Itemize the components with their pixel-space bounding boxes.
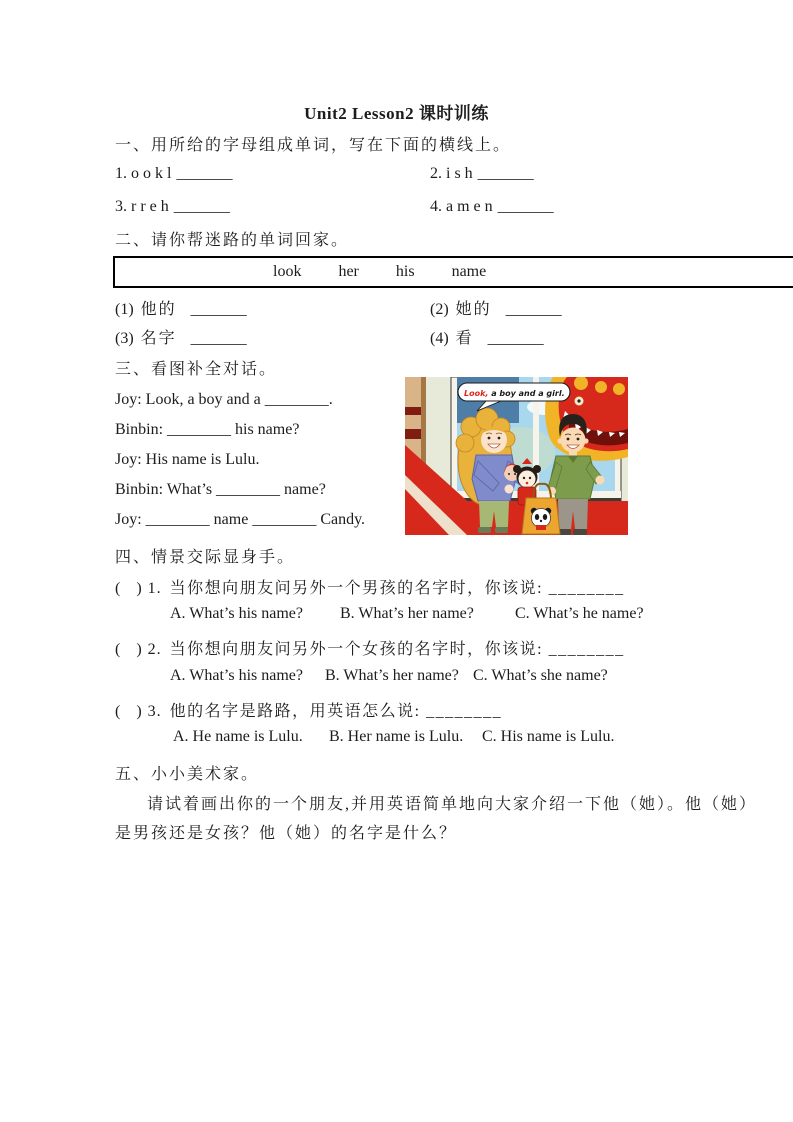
answer-blank: _______ bbox=[477, 165, 534, 182]
option-a: A. What’s his name? bbox=[170, 605, 304, 622]
item-number: (3) bbox=[115, 330, 134, 347]
question-1 bbox=[115, 575, 680, 597]
dialogue-illustration bbox=[405, 377, 628, 535]
word-bank-word: his bbox=[395, 263, 415, 280]
letters: 1. o o k l bbox=[115, 165, 172, 182]
option-c: C. What’s she name? bbox=[473, 667, 608, 684]
page-title: Unit2 Lesson2 课时训练 bbox=[304, 104, 489, 123]
bubble-rest: a boy and a girl. bbox=[488, 389, 565, 398]
item-number: (1) bbox=[115, 301, 134, 318]
bubble-word-look: Look, bbox=[464, 389, 489, 398]
answer-parentheses: ( ) 3. bbox=[115, 703, 162, 720]
dialogue-line: Joy: ________ name ________ Candy. bbox=[115, 511, 366, 528]
question-3 bbox=[115, 698, 680, 720]
item-label: 名字 bbox=[140, 330, 177, 347]
match-item-1 bbox=[115, 296, 247, 319]
item-number: (4) bbox=[430, 330, 449, 347]
option-b: B. What’s her name? bbox=[340, 605, 474, 622]
question-1-options bbox=[115, 605, 680, 627]
unscramble-item-1 bbox=[115, 165, 232, 183]
word-bank-word: look bbox=[273, 263, 302, 280]
match-item-4 bbox=[430, 325, 544, 348]
question-stem: 当你想向朋友问另外一个女孩的名字时，你该说: ________ bbox=[169, 641, 625, 658]
item-number: (2) bbox=[430, 301, 449, 318]
option-a: A. He name is Lulu. bbox=[173, 728, 303, 745]
dialogue-line: Joy: His name is Lulu. bbox=[115, 451, 260, 468]
question-3-options bbox=[115, 728, 680, 750]
answer-parentheses: ( ) 2. bbox=[115, 641, 162, 658]
letters: 3. r r e h bbox=[115, 198, 169, 215]
option-c: C. His name is Lulu. bbox=[482, 728, 615, 745]
section3-header: 三、看图补全对话。 bbox=[115, 361, 278, 378]
unscramble-item-2 bbox=[430, 165, 534, 183]
option-c: C. What’s he name? bbox=[515, 605, 644, 622]
question-stem: 当你想向朋友问另外一个男孩的名字时，你该说: ________ bbox=[169, 580, 625, 597]
answer-blank: _______ bbox=[190, 301, 247, 318]
answer-blank: _______ bbox=[487, 330, 544, 347]
item-label: 她的 bbox=[455, 301, 492, 318]
question-2-options bbox=[115, 667, 680, 689]
unscramble-item-4 bbox=[430, 198, 554, 216]
answer-blank: _______ bbox=[176, 165, 233, 182]
option-b: B. What’s her name? bbox=[325, 667, 459, 684]
match-item-3 bbox=[115, 325, 247, 348]
option-b: B. Her name is Lulu. bbox=[329, 728, 464, 745]
speech-bubble-text bbox=[464, 389, 565, 398]
section4-header: 四、情景交际显身手。 bbox=[115, 549, 296, 566]
answer-blank: _______ bbox=[173, 198, 230, 215]
answer-blank: _______ bbox=[190, 330, 247, 347]
question-stem: 他的名字是路路，用英语怎么说: ________ bbox=[169, 703, 503, 720]
answer-blank: _______ bbox=[497, 198, 554, 215]
section5-paragraph-line1: 请试着画出你的一个朋友,并用英语简单地向大家介绍一下他（她）。他（她） bbox=[147, 796, 758, 813]
dialogue-line: Binbin: What’s ________ name? bbox=[115, 481, 326, 498]
option-a: A. What’s his name? bbox=[170, 667, 304, 684]
word-bank-word: name bbox=[451, 263, 487, 280]
section2-row-2 bbox=[115, 325, 680, 347]
letters: 2. i s h bbox=[430, 165, 473, 182]
answer-parentheses: ( ) 1. bbox=[115, 580, 162, 597]
section2-row-1 bbox=[115, 296, 680, 318]
section2-header: 二、请你帮迷路的单词回家。 bbox=[115, 232, 350, 249]
letters: 4. a m e n bbox=[430, 198, 493, 215]
word-bank-word: her bbox=[338, 263, 359, 280]
item-label: 看 bbox=[455, 330, 474, 347]
section1-row-2 bbox=[115, 198, 680, 220]
question-2 bbox=[115, 636, 680, 658]
section5-paragraph-line2: 是男孩还是女孩？他（她）的名字是什么？ bbox=[115, 825, 458, 842]
section1-row-1 bbox=[115, 165, 680, 187]
section1-header: 一、用所给的字母组成单词，写在下面的横线上。 bbox=[115, 137, 512, 154]
answer-blank: _______ bbox=[505, 301, 562, 318]
item-label: 他的 bbox=[140, 301, 177, 318]
section5-header: 五、小小美术家。 bbox=[115, 766, 260, 783]
unscramble-item-3 bbox=[115, 198, 230, 216]
dialogue-line: Joy: Look, a boy and a ________. bbox=[115, 391, 333, 408]
match-item-2 bbox=[430, 296, 562, 319]
dialogue-line: Binbin: ________ his name? bbox=[115, 421, 300, 438]
word-bank-box bbox=[113, 256, 793, 288]
